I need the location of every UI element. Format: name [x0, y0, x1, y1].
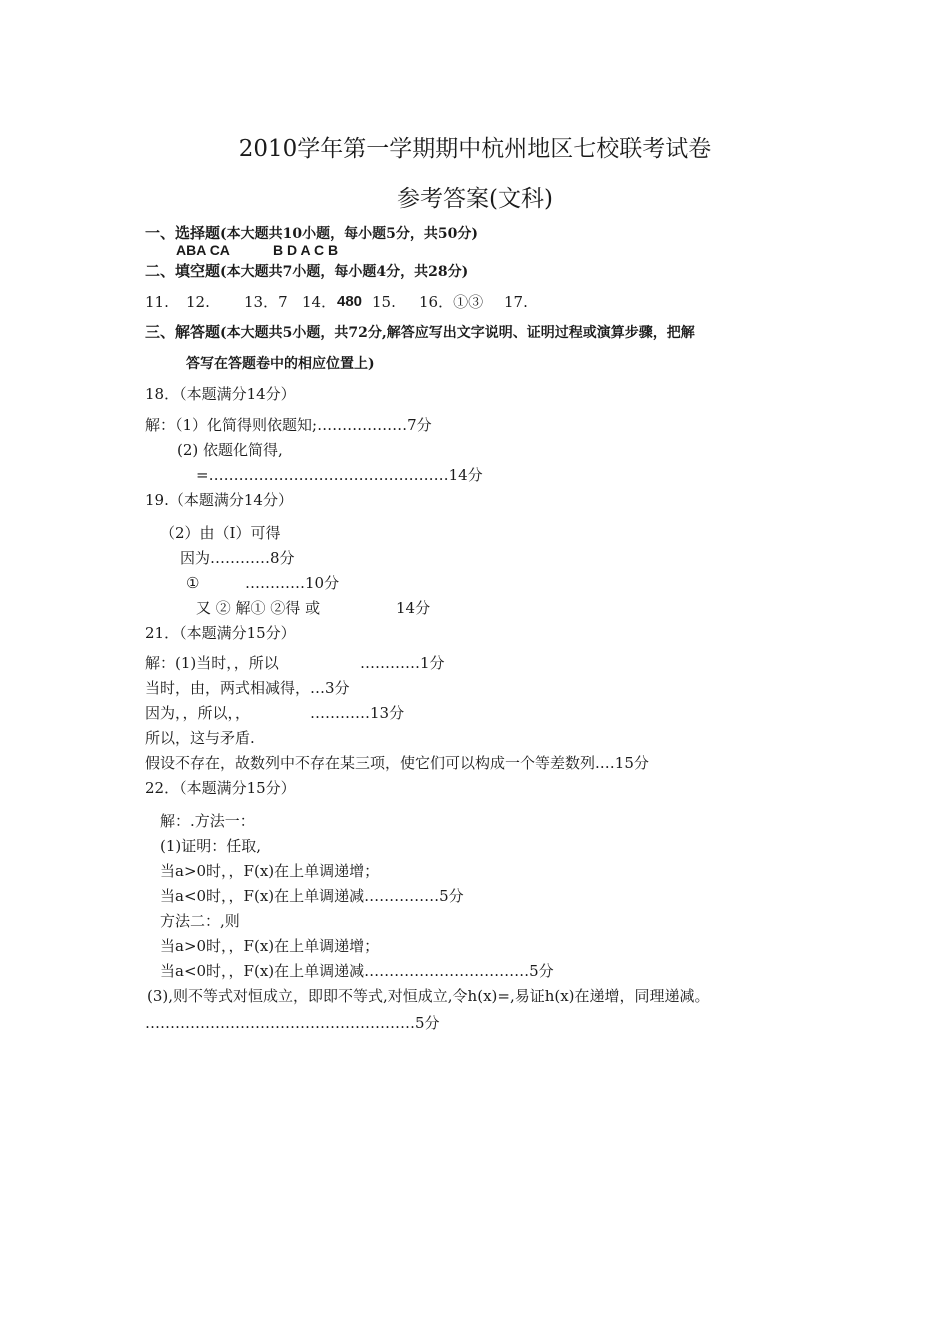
fill-blank-item-17: 17. [504, 293, 528, 311]
section3-note-2: 答写在答题卷中的相应位置上) [186, 356, 375, 372]
q22-line2: (1)证明：任取, [160, 837, 262, 855]
q22-header: 22．（本题满分15分） [145, 779, 296, 797]
q21-line4: 所以，这与矛盾. [145, 729, 255, 747]
q18-header: 18．（本题满分14分） [145, 385, 296, 403]
q22-line4: 当a<0时，，F(x)在上单调递减……………5分 [160, 887, 464, 905]
q22-line5: 方法二：,则 [160, 912, 240, 930]
section1-answers-b: B D A C B [273, 242, 339, 258]
section3-title: 三、解答题 [145, 323, 221, 341]
section3-heading [145, 322, 695, 343]
q19-line1: （2）由（I）可得 [160, 524, 281, 542]
fill-blank-answer-14: 480 [337, 293, 363, 310]
q19-header: 19.（本题满分14分） [145, 491, 293, 509]
fill-blank-item-11: 11. [145, 293, 169, 311]
section1-answers-a: ABA CA [176, 242, 230, 258]
q22-line9: ………………………………………………5分 [145, 1014, 440, 1032]
fill-blank-item-13: 13．7 [244, 293, 288, 311]
q22-line1: 解：.方法一： [160, 812, 255, 830]
fill-blank-item-15: 15. [372, 293, 396, 311]
q22-line6: 当a>0时，，F(x)在上单调递增； [160, 937, 380, 955]
fill-blank-item-12: 12. [186, 293, 210, 311]
section3-note-1: (本大题共5小题，共72分,解答应写出文字说明、证明过程或演算步骤，把解 [220, 325, 695, 341]
section2-note: (本大题共7小题，每小题4分，共28分) [220, 264, 469, 280]
q19-line3a: ① [186, 574, 200, 592]
q19-line4a: 又 ② 解① ②得 或 [196, 599, 321, 617]
section1-title: 一、选择题 [145, 224, 221, 242]
q19-line4b: 14分 [396, 599, 431, 617]
section1-note: (本大题共10小题，每小题5分，共50分) [220, 226, 478, 242]
q21-line5: 假设不存在，故数列中不存在某三项，使它们可以构成一个等差数列.…15分 [145, 754, 649, 772]
q21-line1b: …………1分 [360, 654, 445, 672]
q22-line7: 当a<0时，，F(x)在上单调递减……………………………5分 [160, 962, 554, 980]
section2-title: 二、填空题 [145, 262, 221, 280]
q21-line1a: 解：(1)当时，，所以 [145, 654, 279, 672]
q18-line2: (2) 依题化简得, [177, 441, 283, 459]
q18-line3: =…………………………………………14分 [196, 466, 483, 484]
page-subtitle: 参考答案(文科) [397, 186, 553, 212]
q21-line2: 当时，由，两式相减得，…3分 [145, 679, 350, 697]
q21-line3a: 因为，，所以，， [145, 704, 251, 722]
q21-header: 21．（本题满分15分） [145, 624, 296, 642]
q22-line8: (3),则不等式对恒成立，即即不等式,对恒成立,令h(x)=,易证h(x)在递增，同理递减。 [147, 987, 710, 1005]
q21-line3b: …………13分 [310, 704, 405, 722]
q18-line1: 解：（1）化简得则依题知;………………7分 [145, 416, 432, 434]
fill-blank-item-14: 14． [302, 293, 337, 311]
section2-heading [145, 261, 468, 282]
fill-blank-item-16: 16．①③ [419, 293, 484, 311]
q22-line3: 当a>0时，，F(x)在上单调递增； [160, 862, 380, 880]
q19-line2: 因为…………8分 [180, 549, 295, 567]
page-title: 2010学年第一学期期中杭州地区七校联考试卷 [238, 136, 712, 162]
q19-line3b: …………10分 [245, 574, 340, 592]
